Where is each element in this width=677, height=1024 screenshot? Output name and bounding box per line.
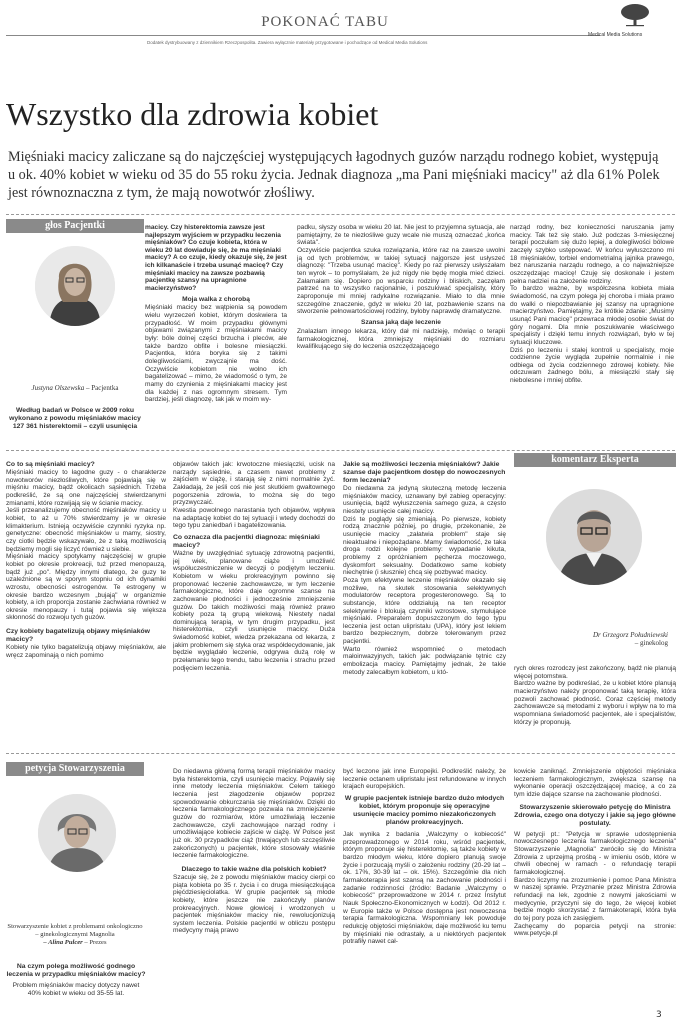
association-text-3: być leczone jak inne Europejki. Podkreślić należy, że leczenie octanem ulipristalu jest refundowane w innych krajach europejskich.: [343, 768, 506, 791]
association-president-role: – Prezes: [82, 939, 107, 946]
association-text-1: Do niedawna główną formą terapii mięśniaków macicy była histerektomia, czyli usunięcie macicy. Pojawiły się inne metody leczenia mięśniaków. Celem takiego leczenia jest złagodzenie objawów poprzez spowodowanie obkurczania się mięśniaków. Dzięki do leczenia farmakologicznego pozwala na zmniejszenie guzów do rozmiarów, które umożliwiają leczenie zachowawcze, czyli zachowujące narząd rodny i umożliwiające kobiecie zajście w ciążę. W Polsce jest już ok. 30 przypadków ciąż (trwających lub szczęśliwie zakończonych) u pacjentek, które stosowały właśnie leczenie farmakologiczne.: [173, 768, 335, 860]
patient-name: Justyna Olszewska: [31, 384, 85, 392]
page-number: 3: [656, 1010, 662, 1020]
association-text-4: Jak wynika z badania „Walczymy o kobiecość" przeprowadzonego w 2014 roku, wśród pacjentek, którym proponuje się histerektomię, są także kobiety w bardzo młodym wieku, które dopiero planują swoje życie i porzucają myśli o założeniu rodziny (20-29 lat – ok. 17%, 30-39 lat – ok. 15%). Szczególnie dla nich farmakoterapia jest szansą na zachowanie płodności i zadanie rodzinności (źródło: Badanie „Walczymy o kobiecość" przeprowadzone w 2014 r. przez Instytut Nauk Społeczno-Ekonomicznych w Łodzi). Od 2012 r. w Europie także w Polsce dostępna jest nowoczesna terapia farmakologiczna. Wspomniany lek powoduje redukcję objętości mięśniaków, daje możliwość ku temu by mięśniaki nie odrastały, a u niektórych pacjentek potrafiły nawet cał-: [343, 830, 506, 946]
expert-text-3: objawów takich jak: krwotoczne miesiączki, ucisk na narządy sąsiednie, a czasem nawet problemy z zajściem w ciążę, i starają się z nimi normalnie żyć. Zakładają, że jeśli coś nie jest skutkiem gwałtownego pogorszenia zdrowia, to można się do tego przyzwyczaić. Kwestia powolnego narastania tych objawów, wpływa na adaptację kobiet do tej sytuacji i wtedy dochodzi do tego typu zaniedbań i bagatelizowania.: [173, 461, 335, 530]
patient-photo: [35, 246, 115, 326]
patient-text-4: narząd rodny, bez konieczności naruszania jamy macicy. Tak też się stało. Już podczas 3-miesięcznej terapii poczułam się dużo lepiej, a dolegliwości bólowe zaczęły szybko ustępować. W końcu wyłuszczono mi 18 mięśniaków, torbiel endometrialną jajnika prawego, bez naruszania narządu rodnego, a co najważniejsze oszczędzając macicę! Czuję się doskonale i jestem pełna nadziei na założenie rodziny. To bardzo ważne, by współczesna kobieta miała świadomość, na czym polega jej choroba i miała prawo do walki o niepozbawianie jej szansy na upragnione macierzyństwo. Pamiętajmy, że krótkie zdanie: „Musimy usunąć Pani macicę" przewraca młodej osobie świat do góry nogami. Dla mnie poszukiwanie właściwego specjalisty i dzięki temu innych rozwiązań, było w tej sytuacji kluczowe. Dziś po leczeniu i stałej kontroli u specjalisty, moje codzienne życie wygląda zupełnie normalnie i nie odbiega od życia codziennego zdrowej kobiety. Nie odczuwam żadnego bólu, a miesiączki stały się niebolesne i mniej obfite.: [510, 224, 674, 385]
association-column-2: [173, 768, 335, 1014]
expert-text-1: Mięśniaki macicy to łagodne guzy - o charakterze nowotworów niezłośliwych, które pojawiają się w mięśniu macicy, bądź okolicach sąsiednich. Trzeba podkreślić, że są one najczęściej stwierdzanymi zmianami, które rozwijają się w ścianie macicy. Jeśli przeanalizujemy obecność mięśniaków macicy u kobiet, to aż u 70% stwierdzamy je w okresie klimakterium. Istnieją oczywiście czynniki ryzyka np. genetyczne: obecność mięśniaków u mamy, siostry, czy ciotki będzie wskazywało, że z taką możliwością będziemy mogli się liczyć również u siebie. Mięśniaki macicy spotykamy najczęściej w grupie kobiet po okresie prokreacji, tuż przed menopauzą, bądź już „po". Między innymi dlatego, że guzy te uzależnione są w sporym stopniu od ich dynamiki wzrostu, obecności estrogenów. Te estrogeny w okresie bardzo wczesnym „bujają" w organizmie kobiety, a ich proporcja zostanie zachwiana również w okresie menopauzy i tutaj pojawia się większa skłonność do rozwoju tych guzów.: [6, 469, 166, 622]
association-text-5: kowicie zaniknąć. Zmniejszenie objętości mięśniaka leczeniem farmakologicznym, zwiększa szansę na wykonanie operacji oszczędzającej macicę, a co za tym idzie dające szanse na zachowanie płodności.: [514, 768, 676, 798]
petition-heading: Stowarzyszenie skierowało petycję do Ministra Zdrowia, czego ona dotyczy i jakie są jego główne postulaty.: [514, 803, 676, 827]
divider: [6, 753, 675, 754]
patient-banner: głos Pacjentki: [6, 219, 144, 233]
expert-column-4: [514, 665, 676, 745]
patient-question: macicy. Czy histerektomia zawsze jest najlepszym wyjściem w przypadku leczenia mięśniaków? Co czuje kobieta, która w wieku 20 lat dowiaduje się, że ma mięśniaki macicy? A co czuje, kiedy okazuje się, że jest ich kilkanaście i trzeba usunąć macicę? Czy mięśniaki macicy na zawsze pozbawią pacjentkę szansy na upragnione macierzyństwo?: [145, 224, 287, 292]
patient-text-2: padku, słyszy osoba w wieku 20 lat. Nie jest to przyjemna sytuacja, ale pamiętajmy, że te niezłośliwe guzy wcale nie muszą oznaczać „końca świata". Oczywiście pacjentka szuka rozwiązania, które raz na zawsze uwolni ją od tych problemów, w takiej sytuacji najgorsze jest usłyszeć diagnozę: "Trzeba usunąć macicę". Kiedy po raz pierwszy usłyszałam ten wyrok – to pomyślałam, że już nigdy nie będę mogła mieć dzieci. Załamałam się. Dopiero po wsparciu rodziny i bliskich, zaczęłam patrzeć na to wszystko racjonalnie, i poszukiwać specjalisty, który zaproponuje mi mniej radykalne rozwiązanie. Miało to dla mnie szczególne znaczenie, gdyż w wieku 20 lat, pozbawienie szans na stworzenie pełnowartościowej rodziny, byłoby naprawdę dramatyczne.: [297, 224, 505, 316]
subhead-chance: Szansa jaką daje leczenie: [361, 318, 441, 326]
association-quote-text: Problem mięśniaków macicy dotyczy nawet 40% kobiet w wieku od 35-55 lat.: [12, 982, 140, 997]
subhead-my-fight: Moja walka z chorobą: [182, 296, 250, 304]
expert-caption: [546, 631, 668, 647]
expert-column-1: [6, 461, 166, 745]
question-treatment-options: Jakie są możliwości leczenia mięśniaków? Jakie szanse daje pacjentkom dostęp do nowoczesnych form leczenia?: [343, 461, 506, 484]
association-banner: petycja Stowarzyszenia: [6, 762, 144, 776]
expert-text-6: rych okres rozrodczy jest zakończony, bądź nie planują więcej potomstwa. Bardzo ważne by podkreślać, że u kobiet które planują macierzyństwo należy proponować taką terapię, która pozwoli zachować płodność. Coraz częściej metody zachowawcze są metodami z wyboru i wpływ na to ma wspomniana świadomość pacjentek, ale i specjalistów, którzy je proponują.: [514, 665, 676, 726]
question-why-important: Dlaczego to takie ważne dla polskich kobiet?: [181, 865, 327, 873]
association-text-6: W petycji pt.: "Petycja w sprawie udostępnienia nowoczesnego leczenia farmakologicznego leczenia" Stowarzyszenie „Magnolia" zwróciło się do Ministra Zdrowia z uprzejmą prośbą - w imieniu osób, które w chwili obecnej w ramach - o refundację terapii farmakologicznej. Bardzo liczymy na zrozumienie i pomoc Pana Ministra w naszej sprawie. Przyznanie przez Ministra Zdrowia refundacji na lek, zgodnie z nowymi jakościami w medycynie, przyczyni się do tego, że więcej kobiet będzie mogło skorzystać z farmakoterapii, która była do tej pory poza ich zasięgiem. Zachęcamy do poparcia petycji na stronie: www.petycje.pl: [514, 830, 676, 938]
association-president-name: – Alina Pulcer: [43, 939, 83, 946]
article-title: Wszystko dla zdrowia kobiet: [6, 96, 379, 132]
expert-photo: [546, 489, 642, 585]
header-rule: [6, 35, 600, 36]
patient-text-1: Mięśniaki macicy bez wątpienia są powodem wielu wyrzeczeń kobiet, którym doskwiera ta przypadłość. W moim przypadku głównymi objawami związanymi z mięśniakami macicy były: bóle dolnej części brzucha i pleców, ale także bardzo obfite i bolesne miesiączki. Pacjentka, która boryka się z takimi dolegliwościami, zwyczajnie ma dość. Oczywiście kobietom nie wolno ich bagatelizować – mimo, że wiadomość o tym, że mamy do czynienia z mięśniakami macicy jest dla każdej z nas ogromnym stresem. Tym bardziej, jeśli diagnozę, tak jak w moim wy-: [145, 304, 287, 404]
expert-column-2: [173, 461, 335, 745]
patient-quote: Według badań w Polsce w 2009 roku wykonano z powodu mięśniaków macicy 127 361 histerektomii – czyli usunięcia: [9, 407, 141, 430]
association-name: Stowarzyszenie kobiet z problemami onkologiczno – ginekologicznymi Magnolia: [7, 923, 143, 938]
supplement-title: POKONAĆ TABU: [261, 14, 389, 30]
association-column-4: [514, 768, 676, 1014]
patient-caption: [6, 384, 144, 393]
association-quote: Na czym polega możliwość godnego leczenia w przypadku mięśniaków macicy?: [6, 963, 146, 978]
question-diagnosis-meaning: Co oznacza dla pacjentki diagnoza: mięśniaki macicy?: [173, 533, 320, 549]
divider: [6, 214, 675, 215]
highlight-young-women: W grupie pacjentek istnieje bardzo dużo młodych kobiet, którym proponuje się operacyjne usunięcie macicy pomimo niezakończonych planów prokreacyjnych.: [344, 794, 505, 826]
expert-role: – ginekolog: [634, 639, 668, 647]
article-lead: Mięśniaki macicy zaliczane są do najczęściej występujących łagodnych guzów narządu rodnego kobiet, występują u ok. 40% kobiet w wieku od 35 do 55 roku życia. Jednak diagnoza „ma Pani mięśniaki macicy" aż dla 61% Polek jest równoznaczna z tym, że mają nowotwór złośliwy.: [8, 149, 660, 201]
association-text-2: Szacuje się, że z powodu mięśniaków macicy cierpi co piąta kobieta po 35 r. życia i co druga miesiączkująca pięćdziesięciolatka. W grupie pacjentek są młode kobiety, które jeszcze nie zakończyły planów prokreacyjnych. Nowe głowicej i wrodzonych u pacjentek mięśniaków macicy nie, rewolucjonizują system leczenia. Polskie pacjentki w obliczu postępu medycyny mają prawo: [173, 873, 335, 935]
association-photo: [38, 794, 116, 872]
expert-text-5: Do niedawna za jedyną skuteczną metodę leczenia mięśniaków macicy, uznawany był zabieg operacyjny: usunięcia, bądź wyłuszczenia samego guza, a często niestety usunięcie całej macicy. Dziś te poglądy się zmieniają. Po pierwsze, kobiety rodzą znacznie później, po drugie, przekonanie, że usunięcie macicy „załatwia problem" staje się nieaktualne i niepożądane. Mamy świadomość, że taka droga rodzi kolejne problemy: wypadanie kikuta, problemy z opróżnianiem pęcherza moczowego, dyskomfort seksualny. Dodatkowo same kobiety niechętnie (i słusznie) chcą się pozbywać macicy. Poza tym efektywne leczenie mięśniaków okazało się możliwe, na skutek stosowania selektywnych modulatorów receptora progesteronowego. Są to substancje, które oddziałują na ten receptor selektywnie i blokują czynniki wzrostowe, stymulujące mięśniaki. Preparatem dopuszczonym do tego typu leczenia jest octan ulipristalu (UPA), który jest lekiem bardzo bezpiecznym, dobrze tolerowanym przez pacjentki. Warto również wspomnieć o metodach małoinwazyjnych, takich jak: podwiązanie tętnic czy embolizacja macicy. Pamiętajmy jednak, że takie metody zalecałbym kobietom, u któ-: [343, 485, 506, 676]
association-column-3: [343, 768, 506, 1014]
expert-text-2: Kobiety nie tylko bagatelizują objawy mięśniaków, ale wręcz zapominają o nich pomimo: [6, 644, 166, 659]
patient-column-4: [510, 224, 674, 442]
expert-text-4: Ważne by uwzględniać sytuację zdrowotną pacjentki, jej wiek, planowane ciąże i umożliwić współuczestniczenie w decyzji o podjętym leczeniu. Kobietom w wieku prokreacyjnym powinno się proponować leczenie zachowawcze, w tym leczenie farmakologiczne, które daje ogromne szanse na zachowanie płodności i jednocześnie zmniejszenie guzów. Do takich możliwości mają również prawo kobiety poza tą grupą wiekową. Niestety nadal dominującą terapią, w tym drugim przypadku, jest histerektomia, czyli usunięcie macicy. Duża świadomość kobiet, wiedza przekazana od lekarza, z jakim problemem się styka oraz współdecydowanie, jak będzie wyglądało leczenie, odgrywa dużą rolę w przełamaniu tego trendu, tabu leczenia i strachu przed podjęciem leczenia.: [173, 549, 335, 672]
logo-text: Medical Media Solutions: [588, 32, 643, 38]
patient-text-3: Znalazłam innego lekarza, który dał mi nadzieję, mówiąc o terapii farmakologicznej, która zmniejszy mięśniaki do rozmiaru kwalifikującego się do leczenia oszczędzającego: [297, 327, 505, 351]
patient-column-3: [297, 224, 505, 442]
expert-name: Dr Grzegorz Południewski: [592, 631, 668, 639]
question-do-women-ignore: Czy kobiety bagatelizują objawy mięśniaków macicy?: [6, 628, 150, 644]
divider: [6, 450, 675, 451]
tree-logo-icon: [618, 3, 652, 27]
question-what-are-fibroids: Co to są mięśniaki macicy?: [6, 461, 95, 468]
association-caption: [6, 923, 144, 947]
header-disclaimer: Dodatek dystrybuowany z dziennikiem Rzeczpospolita. Zawiera wyłącznie materiały przygotowane i pochodzące od Medical Media Solutions: [147, 40, 428, 45]
patient-column-2: [145, 224, 287, 442]
expert-banner: komentarz Eksperta: [514, 453, 676, 467]
patient-role: – Pacjentka: [84, 384, 119, 392]
expert-column-3: [343, 461, 506, 745]
